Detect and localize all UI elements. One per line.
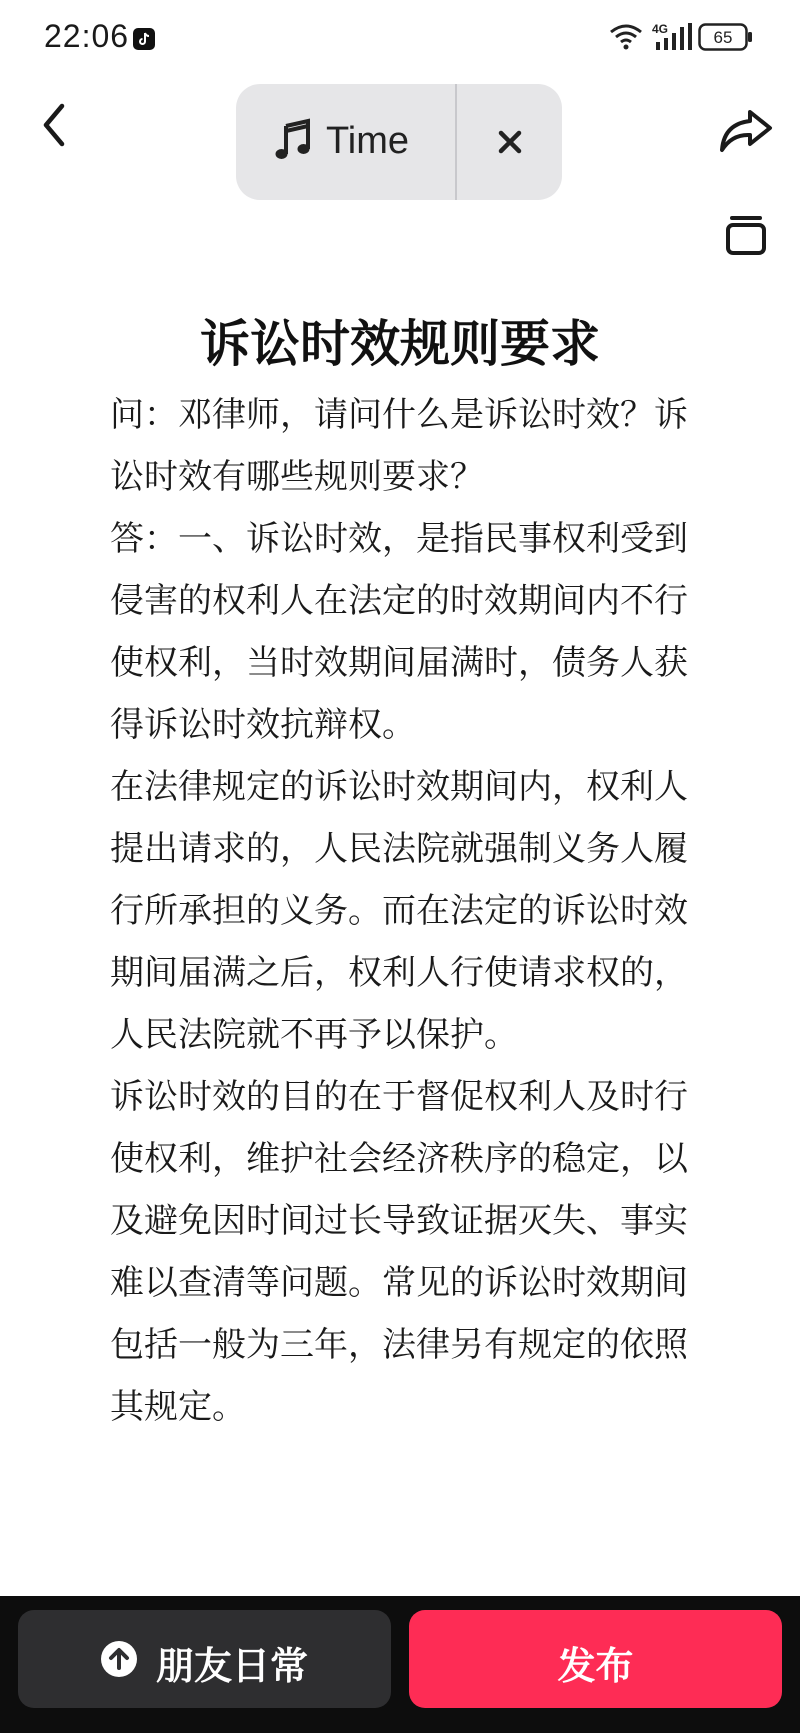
wifi-icon — [608, 22, 644, 54]
post-title: 诉讼时效规则要求 — [200, 315, 600, 373]
status-bar — [0, 0, 800, 80]
bottom-bar — [0, 1596, 800, 1733]
music-title: Time — [326, 120, 410, 162]
svg-text:4G: 4G — [652, 22, 669, 36]
friends-daily-button[interactable] — [18, 1610, 391, 1708]
publish-label: 发布 — [557, 1644, 634, 1688]
paragraph-legal: 在法律规定的诉讼时效期间内，权利人提出请求的，人民法院就强制义务人履行所承担的义务。而在法定的诉讼时效期间届满之后，权利人行使请求权的，人民法院就不再予以保护。 — [110, 767, 688, 1055]
paragraph-question: 问：邓律师，请问什么是诉讼时效？诉讼时效有哪些规则要求？ — [110, 395, 688, 497]
battery-icon — [698, 23, 754, 55]
music-note-icon — [274, 118, 312, 166]
signal-icon — [652, 22, 696, 56]
save-icon[interactable] — [724, 214, 768, 262]
battery-level: 65 — [713, 28, 733, 47]
post-body — [110, 384, 690, 1438]
status-time: 22:06 — [44, 18, 130, 54]
friends-daily-label: 朋友日常 — [156, 1644, 309, 1688]
close-icon[interactable] — [492, 124, 528, 160]
upload-circle-icon — [100, 1640, 138, 1682]
music-pill[interactable] — [236, 84, 562, 200]
pill-divider — [455, 84, 457, 200]
back-icon[interactable] — [36, 100, 76, 150]
tiktok-icon — [133, 28, 155, 50]
publish-button[interactable] — [409, 1610, 782, 1708]
paragraph-purpose: 诉讼时效的目的在于督促权利人及时行使权利，维护社会经济秩序的稳定，以及避免因时间过长导致证据灭失、事实难以查清等问题。常见的诉讼时效期间包括一般为三年，法律另有规定的依照其规定。 — [110, 1077, 688, 1427]
share-icon[interactable] — [718, 106, 774, 158]
paragraph-answer: 答：一、诉讼时效，是指民事权利受到侵害的权利人在法定的时效期间内不行使权利，当时效期间届满时，债务人获得诉讼时效抗辩权。 — [110, 519, 688, 745]
